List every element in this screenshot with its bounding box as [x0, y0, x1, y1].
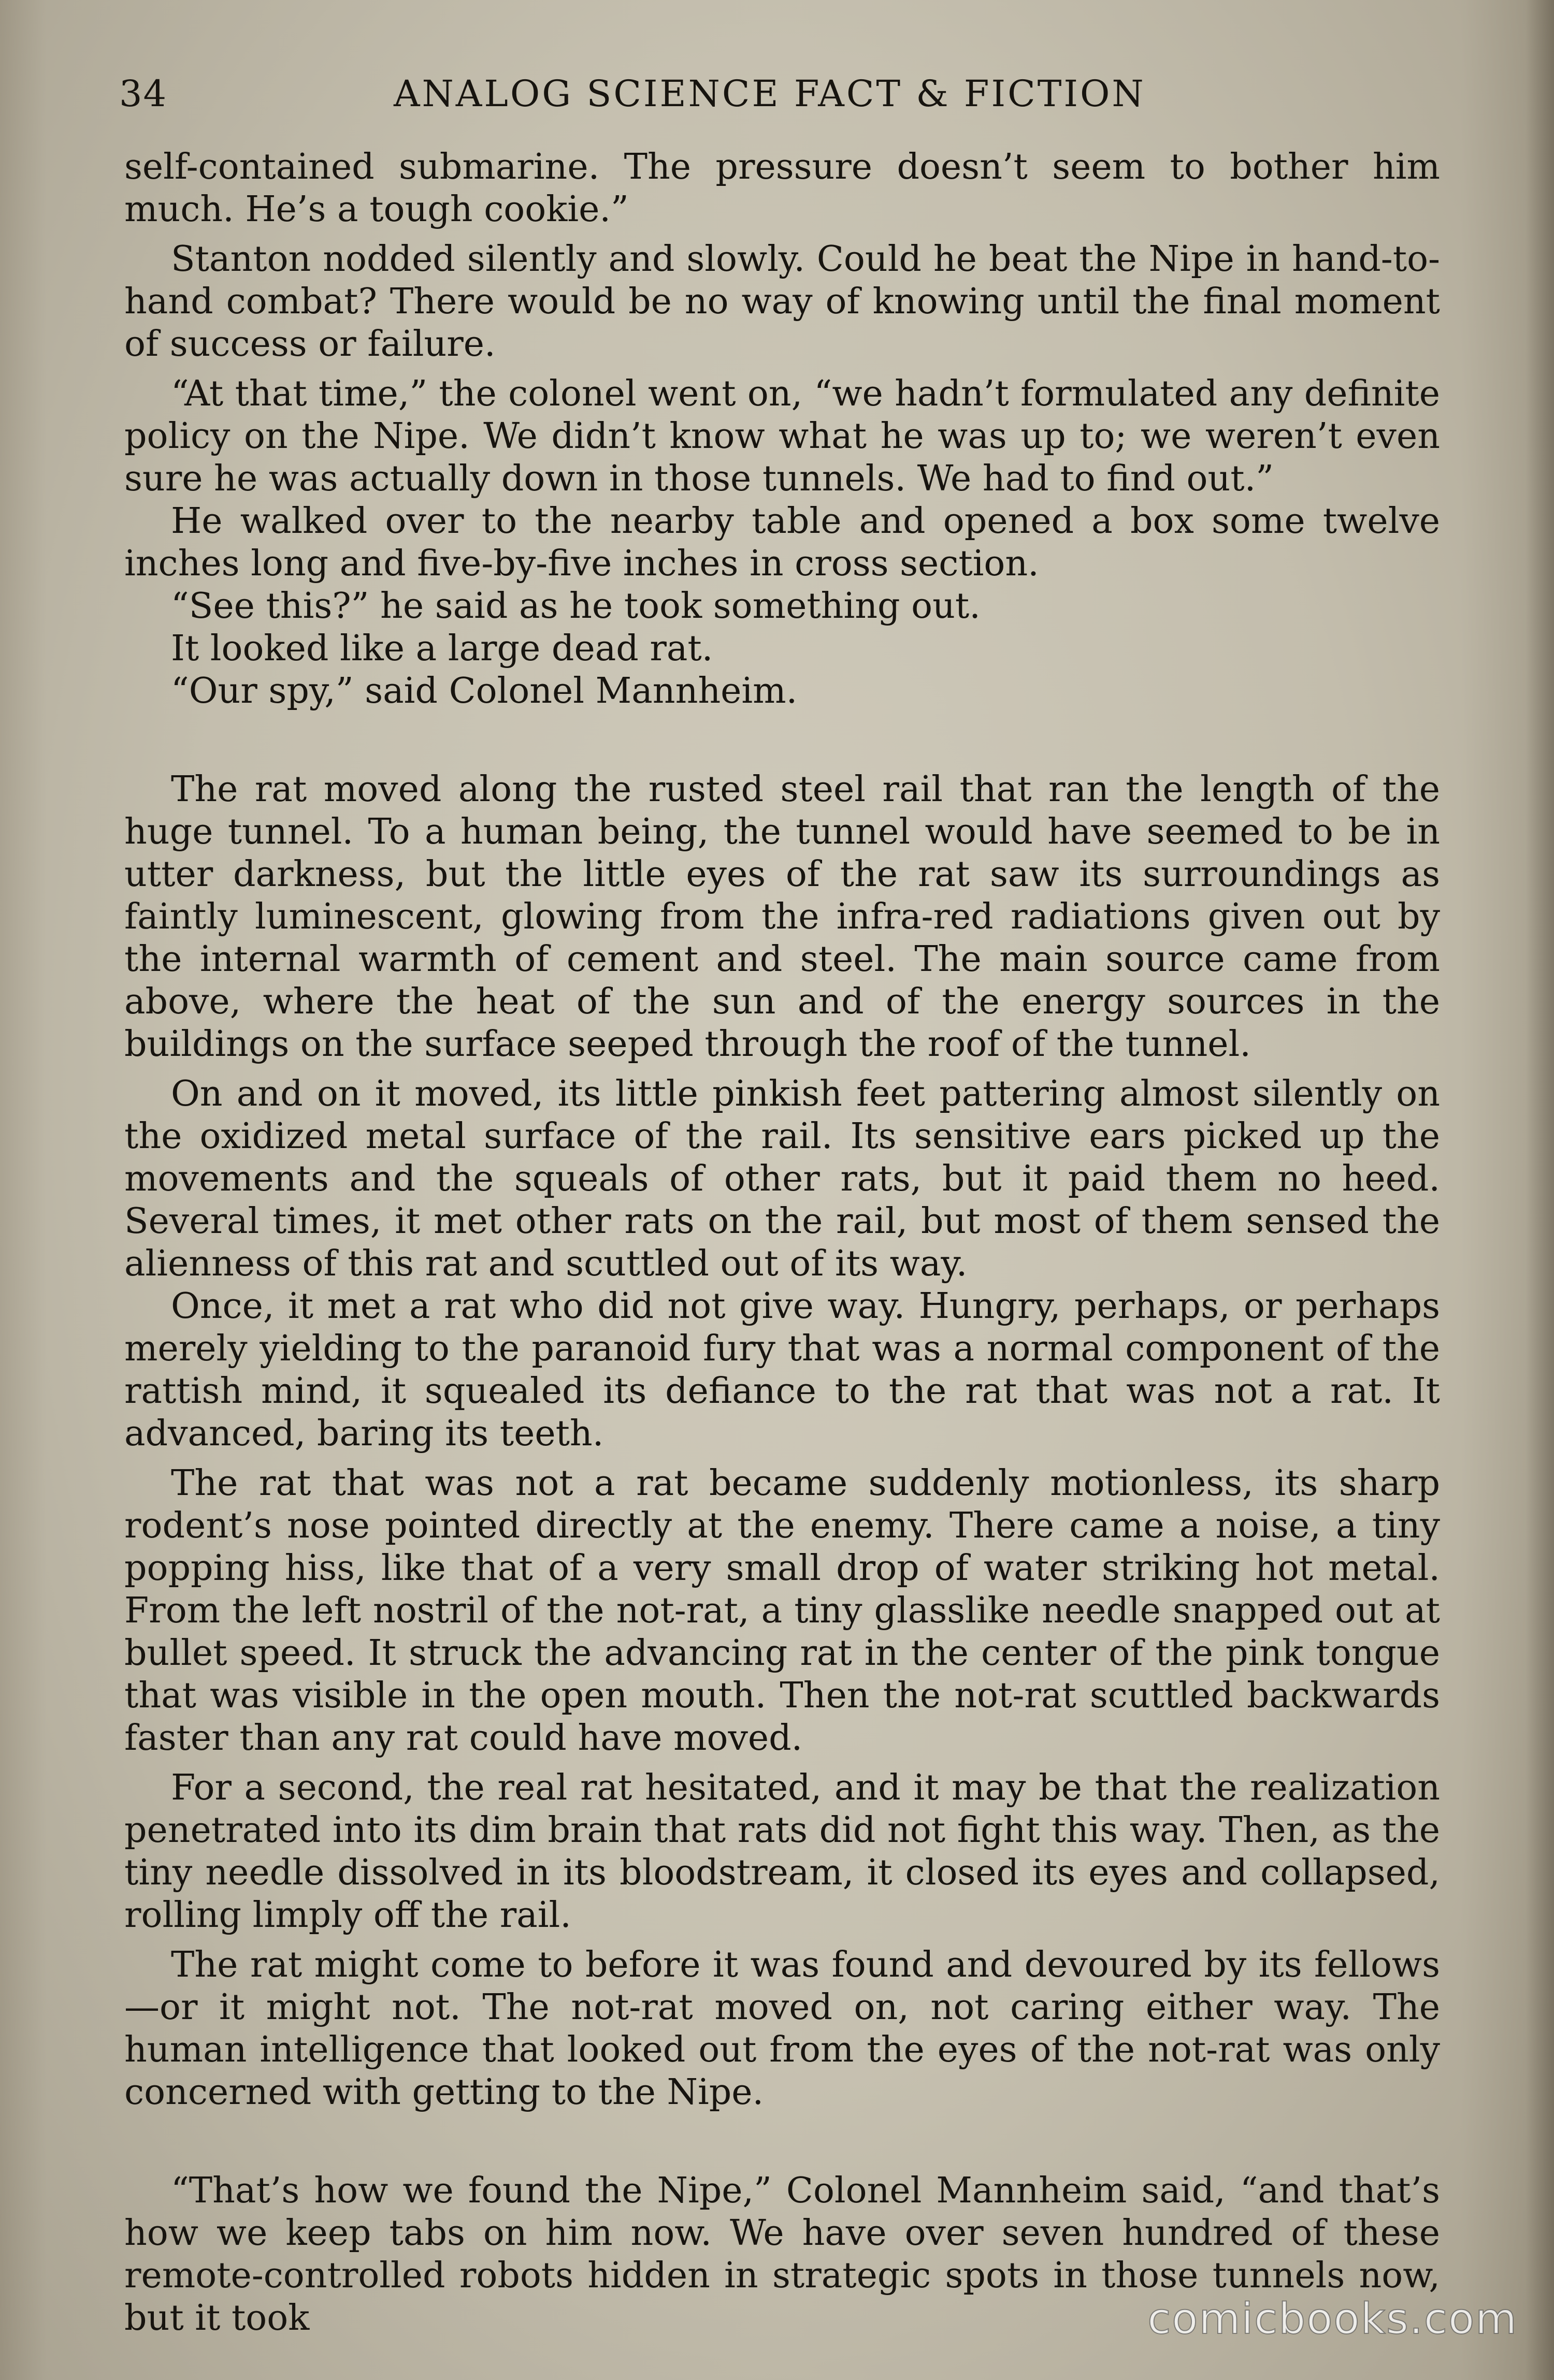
running-head: ANALOG SCIENCE FACT & FICTION [394, 72, 1146, 115]
paragraph: For a second, the real rat hesitated, and it may be that the realization penetrated into its dim brain that rats did not fight this way. Then, as the tiny needle dissolved in its bloodstream, it closed its eyes and collapsed, rolling limply off the rail. [124, 1767, 1440, 1936]
paragraph: Once, it met a rat who did not give way. Hungry, perhaps, or perhaps merely yielding to the paranoid fury that was a normal component of the rattish mind, it squealed its defiance to the rat that was not a rat. It advanced, baring its teeth. [124, 1286, 1440, 1454]
page-number: 34 [119, 72, 168, 115]
paragraph: The rat that was not a rat became suddenly motionless, its sharp rodent’s nose pointed directly at the enemy. There came a noise, a tiny popping hiss, like that of a very small drop of water striking hot metal. From the left nostril of the not-rat, a tiny glasslike needle snapped out at bullet speed. It struck the advancing rat in the center of the pink tongue that was visible in the open mouth. Then the not-rat scuttled backwards faster than any rat could have moved. [124, 1463, 1440, 1759]
paragraph: He walked over to the nearby table and opened a box some twelve inches long and five-by-five inches in cross section. [124, 501, 1440, 584]
paragraph-continued: self-contained submarine. The pressure doesn’t seem to bother him much. He’s a tough cookie.” [124, 147, 1440, 230]
paragraph: “Our spy,” said Colonel Mannheim. [171, 671, 798, 712]
page-edge-shadow [1526, 0, 1554, 2380]
paragraph: “At that time,” the colonel went on, “we hadn’t formulated any definite policy on the Nipe. We didn’t know what he was up to; we weren’t even sure he was actually down in those tunnels. We had to find out.” [124, 373, 1440, 499]
page-header [119, 72, 1440, 129]
paragraph: It looked like a large dead rat. [171, 628, 713, 669]
paragraph: “See this?” he said as he took something out. [171, 586, 981, 627]
paragraph: “That’s how we found the Nipe,” Colonel Mannheim said, “and that’s how we keep tabs on him now. We have over seven hundred of these remote-controlled robots hidden in strategic spots in those tunnels now, but it took [124, 2170, 1440, 2339]
watermark: comicbooks.com [1147, 2295, 1518, 2344]
paragraph: On and on it moved, its little pinkish feet pattering almost silently on the oxidized metal surface of the rail. Its sensitive ears picked up the movements and the squeals of other rats, but it paid them no heed. Several times, it met other rats on the rail, but most of them sensed the alienness of this rat and scuttled out of its way. [124, 1073, 1440, 1284]
paragraph: The rat might come to before it was found and devoured by its fellows—or it might not. The not-rat moved on, not caring either way. The human intelligence that looked out from the eyes of the not-rat was only concerned with getting to the Nipe. [124, 1944, 1440, 2113]
paragraph: The rat moved along the rusted steel rail that ran the length of the huge tunnel. To a human being, the tunnel would have seemed to be in utter darkness, but the little eyes of the rat saw its surroundings as faintly luminescent, glowing from the infra-red radiations given out by the internal warmth of cement and steel. The main source came from above, where the heat of the sun and of the energy sources in the buildings on the surface seeped through the roof of the tunnel. [124, 769, 1440, 1065]
paragraph: Stanton nodded silently and slowly. Could he beat the Nipe in hand-to-hand combat? There would be no way of knowing until the final moment of success or failure. [124, 239, 1440, 365]
body-text [124, 146, 1440, 2340]
